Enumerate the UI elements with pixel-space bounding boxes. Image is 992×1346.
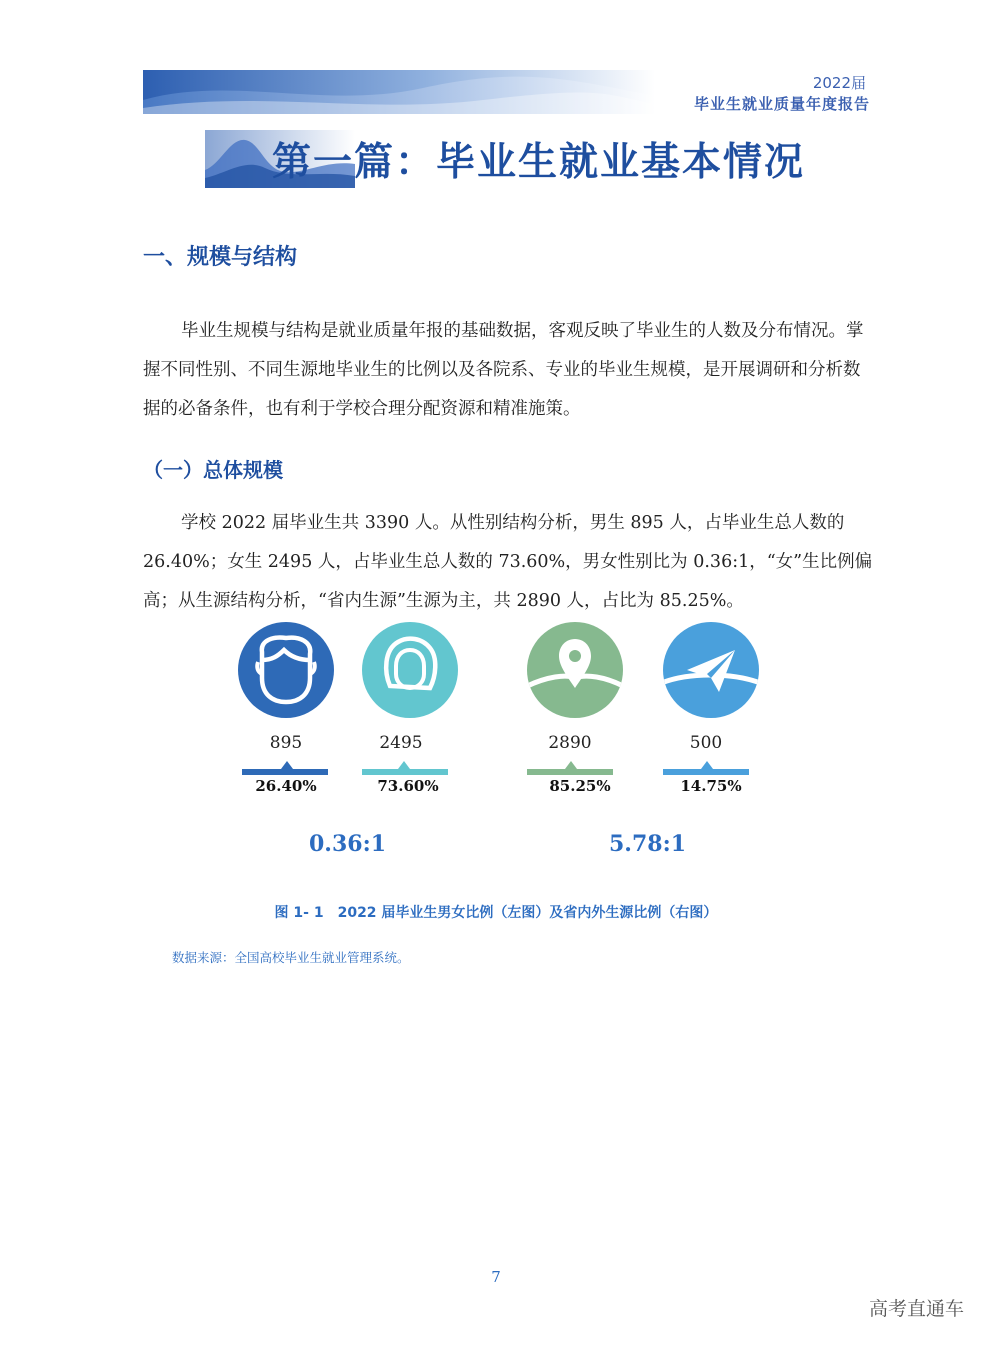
in-province-count: 2890	[548, 733, 592, 753]
section-heading: 一、规模与结构	[143, 245, 298, 270]
out-province-marker	[701, 761, 713, 769]
male-bar	[242, 769, 328, 775]
female-percent: 73.60%	[377, 777, 439, 795]
female-count: 2495	[379, 733, 423, 753]
out-province-bar	[663, 769, 749, 775]
male-face-icon	[238, 622, 334, 718]
figure-caption: 图 1- 1 2022 届毕业生男女比例（左图）及省内外生源比例（右图）	[274, 905, 718, 921]
in-province-percent: 85.25%	[549, 777, 611, 795]
header-band	[143, 70, 655, 114]
paragraph-overall-scale	[143, 504, 875, 621]
female-face-icon	[362, 622, 458, 718]
paragraph-scale-structure	[143, 312, 875, 429]
male-percent: 26.40%	[255, 777, 317, 795]
female-bar	[362, 769, 448, 775]
gender-ratio: 0.36:1	[309, 831, 387, 857]
paper-plane-icon	[663, 622, 759, 718]
in-province-marker	[565, 761, 577, 769]
out-province-percent: 14.75%	[680, 777, 742, 795]
paragraph-1-text: 毕业生规模与结构是就业质量年报的基础数据，客观反映了毕业生的人数及分布情况。掌握不同性别、不同生源地毕业生的比例以及各院系、专业的毕业生规模，是开展调研和分析数据的必备条件，也有利于学校合理分配资源和精准施策。	[143, 321, 864, 419]
data-source-note: 数据来源：全国高校毕业生就业管理系统。	[172, 950, 410, 965]
paragraph-2-text: 学校 2022 届毕业生共 3390 人。从性别结构分析，男生 895 人，占毕业生总人数的 26.40%；女生 2495 人，占毕业生总人数的 73.60%，男女性别比为 0.36:1，“女”生比例偏高；从生源结构分析，“省内生源”生源为主，共 2890 人，占比为 85.25%。	[143, 513, 873, 611]
header-year: 2022届	[812, 74, 866, 92]
male-count: 895	[269, 733, 303, 753]
header-report-title: 毕业生就业质量年度报告	[693, 95, 870, 113]
out-province-count: 500	[689, 733, 723, 753]
watermark: 高考直通车	[868, 1298, 964, 1320]
male-marker	[281, 761, 293, 769]
page-number: 7	[491, 1268, 501, 1286]
location-pin-icon	[527, 622, 623, 718]
chapter-title: 第一篇：毕业生就业基本情况	[272, 140, 806, 185]
female-marker	[398, 761, 410, 769]
origin-ratio: 5.78:1	[609, 831, 687, 857]
in-province-bar	[527, 769, 613, 775]
subsection-heading: （一）总体规模	[143, 458, 283, 482]
